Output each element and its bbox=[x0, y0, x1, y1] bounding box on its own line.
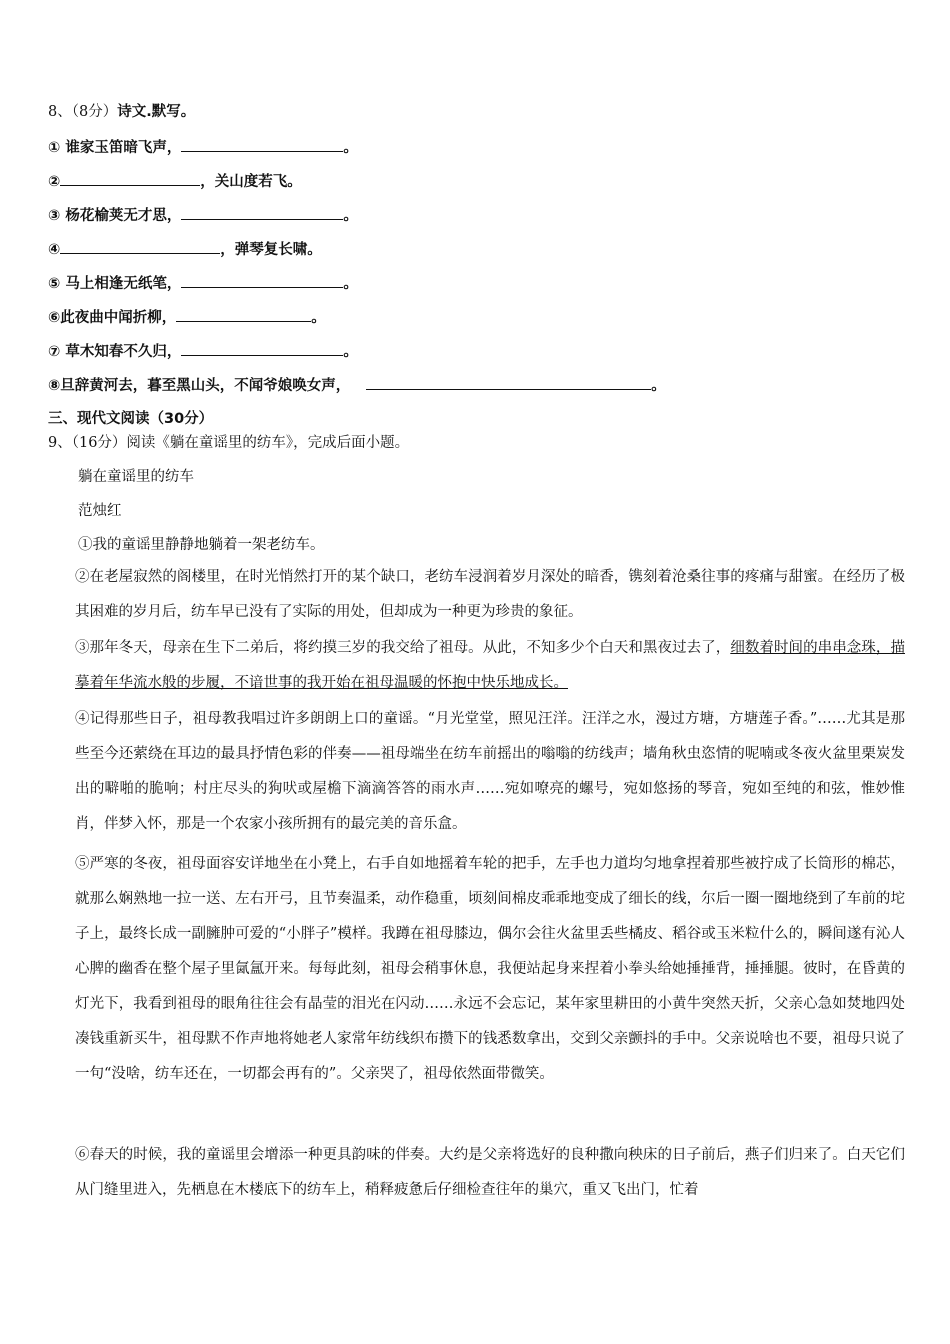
answer-blank[interactable] bbox=[366, 375, 651, 390]
blank-item-1: ① 谁家玉笛暗飞声， 。 bbox=[48, 137, 358, 158]
paragraph-3: ③那年冬天，母亲在生下二弟后，将约摸三岁的我交给了祖母。从此，不知多少个白天和黑夜过去了，细数着时间的串串念珠，描摹着年华流水般的步履，不谙世事的我开始在祖母温暖的怀抱中快乐地成长。 bbox=[75, 640, 905, 691]
paragraph-6: ⑥春天的时候，我的童谣里会增添一种更具韵味的伴奏。大约是父亲将选好的良种撒向秧床的日子前后，燕子们归来了。白天它们从门缝里进入，先栖息在木楼底下的纺车上，稍释疲惫后仔细检查往年的巢穴，重又飞出门，忙着 bbox=[75, 1147, 905, 1198]
blank-item-7: ⑦ 草木知春不久归， 。 bbox=[48, 341, 358, 362]
q8-header bbox=[48, 102, 195, 122]
article-title: 躺在童谣里的纺车 bbox=[78, 469, 194, 485]
answer-blank[interactable] bbox=[181, 205, 343, 220]
blank-item-5: ⑤ 马上相逢无纸笔， 。 bbox=[48, 273, 358, 294]
paragraph-2: ②在老屋寂然的阁楼里，在时光悄然打开的某个缺口，老纺车浸润着岁月深处的暗香，镌刻着沧桑往事的疼痛与甜蜜。在经历了极其困难的岁月后，纺车早已没有了实际的用处，但却成为一种更为珍贵的象征。 bbox=[75, 569, 905, 620]
underlined-sentence: 细数着时间的串串念珠，描摹着年华流水般的步履，不谙世事的我开始在祖母温暖的怀抱中快乐地成长。 bbox=[75, 640, 905, 691]
blank-item-4: ④ ，弹琴复长啸。 bbox=[48, 239, 322, 260]
answer-blank[interactable] bbox=[181, 273, 343, 288]
paragraph-5: ⑤严寒的冬夜，祖母面容安详地坐在小凳上，右手自如地摇着车轮的把手，左手也力道均匀地拿捏着那些被拧成了长筒形的棉芯，就那么娴熟地一拉一送、左右开弓，且节奏温柔，动作稳重，顷刻间棉皮乖乖地变成了细长的线，尔后一圈一圈地绕到了车前的坨子上，最终长成一副臃肿可爱的“小胖子”模样。我蹲在祖母膝边，偶尔会往火盆里丢些橘皮、稻谷或玉米粒什么的，瞬间遂有沁人心脾的幽香在整个屋子里氤氲开来。每每此刻，祖母会稍事休息，我便站起身来捏着小拳头给她捶捶背，捶捶腿。彼时，在昏黄的灯光下，我看到祖母的眼角往往会有晶莹的泪光在闪动……永远不会忘记，某年家里耕田的小黄牛突然天折，父亲心急如焚地四处凑钱重新买牛，祖母默不作声地将她老人家常年纺线织布攒下的钱悉数拿出，交到父亲颤抖的手中。父亲说啥也不要，祖母只说了一句“没啥，纺车还在，一切都会再有的”。父亲哭了，祖母依然面带微笑。 bbox=[75, 856, 905, 1082]
answer-blank[interactable] bbox=[176, 307, 311, 322]
answer-blank[interactable] bbox=[60, 239, 220, 254]
blank-item-6: ⑥此夜曲中闻折柳， 。 bbox=[48, 307, 326, 328]
paragraph-4: ④记得那些日子，祖母教我唱过许多朗朗上口的童谣。“月光堂堂，照见汪洋。汪洋之水，漫过方塘，方塘莲子香。”……尤其是那些至今还萦绕在耳边的最具抒情色彩的伴奏——祖母端坐在纺车前摇出的嗡嗡的纺线声；墙角秋虫恣情的呢喃或冬夜火盆里栗炭发出的噼啪的脆响；村庄尽头的狗吠或屋檐下滴滴答答的雨水声……宛如嘹亮的螺号，宛如悠扬的琴音，宛如至纯的和弦，惟妙惟肖，伴梦入怀，那是一个农家小孩所拥有的最完美的音乐盒。 bbox=[75, 711, 905, 832]
blank-item-3: ③ 杨花榆荚无才思， 。 bbox=[48, 205, 358, 226]
answer-blank[interactable] bbox=[181, 137, 343, 152]
answer-blank[interactable] bbox=[181, 341, 343, 356]
answer-blank[interactable] bbox=[60, 171, 200, 186]
section-heading: 三、现代文阅读（30分） bbox=[48, 411, 214, 427]
question-title: 诗文.默写。 bbox=[117, 104, 196, 120]
article-author: 范烛红 bbox=[78, 503, 122, 519]
question-9-intro: 9、（16分）阅读《躺在童谣里的纺车》，完成后面小题。 bbox=[48, 435, 410, 451]
question-number: 8、（8分） bbox=[48, 104, 118, 120]
blank-item-8: ⑧旦辞黄河去，暮至黑山头，不闻爷娘唤女声， 。 bbox=[48, 375, 666, 396]
blank-item-2: ② ，关山度若飞。 bbox=[48, 171, 302, 192]
paragraph-1: ①我的童谣里静静地躺着一架老纺车。 bbox=[78, 537, 325, 553]
